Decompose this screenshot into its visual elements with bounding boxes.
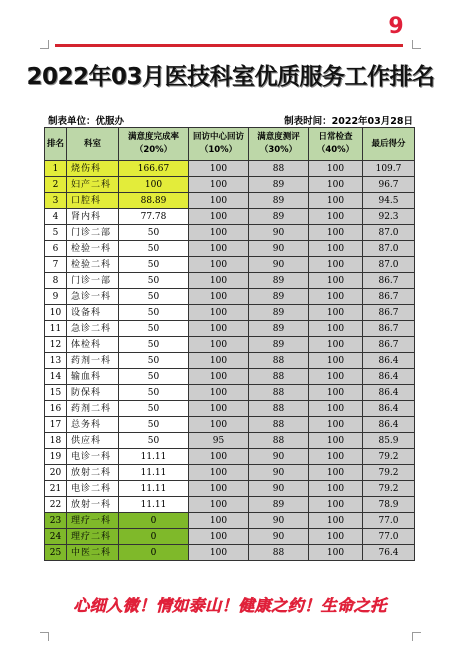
final-score-header: 最后得分	[363, 128, 415, 161]
callback-cell: 100	[189, 529, 249, 545]
dept-cell: 设备科	[67, 305, 119, 321]
final-score-cell: 86.4	[363, 353, 415, 369]
callback-cell: 100	[189, 545, 249, 561]
rank-header: 排名	[45, 128, 67, 161]
survey-cell: 90	[249, 257, 309, 273]
rank-cell: 4	[45, 209, 67, 225]
dept-cell: 妇产二科	[67, 177, 119, 193]
rank-cell: 24	[45, 529, 67, 545]
survey-cell: 88	[249, 369, 309, 385]
rank-cell: 7	[45, 257, 67, 273]
satisfaction-rate-cell: 50	[119, 417, 189, 433]
dept-cell: 急诊一科	[67, 289, 119, 305]
table-row	[45, 385, 415, 401]
rank-cell: 18	[45, 433, 67, 449]
callback-cell: 100	[189, 481, 249, 497]
rank-cell: 11	[45, 321, 67, 337]
satisfaction-rate-cell: 50	[119, 225, 189, 241]
survey-cell: 89	[249, 193, 309, 209]
callback-cell: 100	[189, 193, 249, 209]
rank-cell: 8	[45, 273, 67, 289]
callback-cell: 100	[189, 177, 249, 193]
dept-cell: 口腔科	[67, 193, 119, 209]
table-row	[45, 337, 415, 353]
rank-cell: 2	[45, 177, 67, 193]
survey-cell: 89	[249, 305, 309, 321]
table-row	[45, 513, 415, 529]
table-header-row	[45, 128, 415, 161]
satisfaction-rate-cell: 77.78	[119, 209, 189, 225]
survey-cell: 89	[249, 289, 309, 305]
callback-cell: 100	[189, 161, 249, 177]
survey-cell: 88	[249, 353, 309, 369]
rank-cell: 23	[45, 513, 67, 529]
table-date: 制表时间：2022年03月28日	[284, 116, 413, 127]
callback-cell: 100	[189, 465, 249, 481]
rank-cell: 16	[45, 401, 67, 417]
satisfaction-rate-cell: 50	[119, 241, 189, 257]
survey-cell: 88	[249, 401, 309, 417]
survey-cell: 90	[249, 465, 309, 481]
rank-cell: 19	[45, 449, 67, 465]
callback-cell: 100	[189, 225, 249, 241]
final-score-cell: 86.7	[363, 337, 415, 353]
rank-cell: 13	[45, 353, 67, 369]
survey-cell: 89	[249, 497, 309, 513]
callback-cell: 100	[189, 257, 249, 273]
satisfaction-rate-cell: 0	[119, 513, 189, 529]
satisfaction-rate-cell: 50	[119, 369, 189, 385]
callback-cell: 100	[189, 353, 249, 369]
header-rule	[55, 44, 403, 47]
table-row	[45, 289, 415, 305]
satisfaction-rate-cell: 50	[119, 257, 189, 273]
final-score-cell: 96.7	[363, 177, 415, 193]
survey-cell: 88	[249, 433, 309, 449]
final-score-cell: 87.0	[363, 225, 415, 241]
daily-check-cell: 100	[309, 337, 363, 353]
final-score-cell: 79.2	[363, 449, 415, 465]
daily-check-cell: 100	[309, 449, 363, 465]
dept-cell: 门诊二部	[67, 225, 119, 241]
daily-check-cell: 100	[309, 161, 363, 177]
callback-cell: 95	[189, 433, 249, 449]
callback-cell: 100	[189, 401, 249, 417]
daily-check-cell: 100	[309, 385, 363, 401]
rank-cell: 12	[45, 337, 67, 353]
rank-cell: 17	[45, 417, 67, 433]
table-row	[45, 177, 415, 193]
table-row	[45, 417, 415, 433]
final-score-cell: 77.0	[363, 529, 415, 545]
table-row	[45, 465, 415, 481]
callback-cell: 100	[189, 289, 249, 305]
survey-cell: 89	[249, 321, 309, 337]
final-score-cell: 86.7	[363, 273, 415, 289]
survey-cell: 90	[249, 449, 309, 465]
callback-cell: 100	[189, 369, 249, 385]
table-row	[45, 209, 415, 225]
daily-check-cell: 100	[309, 177, 363, 193]
callback-cell: 100	[189, 449, 249, 465]
final-score-cell: 109.7	[363, 161, 415, 177]
satisfaction-rate-cell: 50	[119, 337, 189, 353]
table-row	[45, 161, 415, 177]
satisfaction-rate-cell: 50	[119, 385, 189, 401]
dept-cell: 急诊二科	[67, 321, 119, 337]
final-score-cell: 77.0	[363, 513, 415, 529]
daily-check-cell: 100	[309, 273, 363, 289]
daily-check-cell: 100	[309, 305, 363, 321]
rank-cell: 6	[45, 241, 67, 257]
satisfaction-rate-cell: 50	[119, 401, 189, 417]
satisfaction-rate-cell: 50	[119, 353, 189, 369]
rank-cell: 10	[45, 305, 67, 321]
callback-cell: 100	[189, 497, 249, 513]
callback-cell: 100	[189, 385, 249, 401]
daily-check-cell: 100	[309, 481, 363, 497]
table-row	[45, 241, 415, 257]
callback-cell: 100	[189, 305, 249, 321]
table-row	[45, 545, 415, 561]
callback-cell: 100	[189, 273, 249, 289]
satisfaction-rate-cell: 11.11	[119, 465, 189, 481]
daily-check-cell: 100	[309, 369, 363, 385]
final-score-cell: 87.0	[363, 241, 415, 257]
rank-cell: 21	[45, 481, 67, 497]
rank-cell: 25	[45, 545, 67, 561]
dept-cell: 输血科	[67, 369, 119, 385]
survey-cell: 89	[249, 273, 309, 289]
rank-cell: 22	[45, 497, 67, 513]
dept-cell: 电诊一科	[67, 449, 119, 465]
daily-check-cell: 100	[309, 209, 363, 225]
final-score-cell: 86.4	[363, 417, 415, 433]
survey-cell: 88	[249, 385, 309, 401]
survey-cell: 89	[249, 337, 309, 353]
final-score-cell: 92.3	[363, 209, 415, 225]
table-row	[45, 449, 415, 465]
dept-cell: 中医二科	[67, 545, 119, 561]
callback-cell: 100	[189, 337, 249, 353]
table-row	[45, 305, 415, 321]
daily-check-cell: 100	[309, 433, 363, 449]
satisfaction-rate-cell: 0	[119, 545, 189, 561]
final-score-cell: 86.4	[363, 369, 415, 385]
satisfaction-rate-cell: 11.11	[119, 449, 189, 465]
final-score-cell: 79.2	[363, 481, 415, 497]
final-score-cell: 78.9	[363, 497, 415, 513]
final-score-cell: 86.7	[363, 289, 415, 305]
final-score-cell: 86.4	[363, 401, 415, 417]
dept-cell: 电诊二科	[67, 481, 119, 497]
dept-cell: 检验一科	[67, 241, 119, 257]
daily-check-cell: 100	[309, 289, 363, 305]
table-row	[45, 353, 415, 369]
dept-cell: 总务科	[67, 417, 119, 433]
table-row	[45, 369, 415, 385]
dept-header: 科室	[67, 128, 119, 161]
daily-check-cell: 100	[309, 225, 363, 241]
survey-cell: 88	[249, 545, 309, 561]
survey-header: 满意度测评 （30%）	[249, 128, 309, 161]
table-row	[45, 401, 415, 417]
dept-cell: 体检科	[67, 337, 119, 353]
rank-cell: 14	[45, 369, 67, 385]
final-score-cell: 87.0	[363, 257, 415, 273]
satisfaction-rate-cell: 0	[119, 529, 189, 545]
dept-cell: 药剂二科	[67, 401, 119, 417]
dept-cell: 门诊一部	[67, 273, 119, 289]
document-title: 2022年03月医技科室优质服务工作排名	[26, 64, 435, 90]
survey-cell: 90	[249, 529, 309, 545]
dept-cell: 防保科	[67, 385, 119, 401]
daily-check-cell: 100	[309, 465, 363, 481]
rank-cell: 9	[45, 289, 67, 305]
dept-cell: 药剂一科	[67, 353, 119, 369]
final-score-cell: 85.9	[363, 433, 415, 449]
final-score-cell: 79.2	[363, 465, 415, 481]
callback-cell: 100	[189, 513, 249, 529]
final-score-cell: 94.5	[363, 193, 415, 209]
dept-cell: 供应科	[67, 433, 119, 449]
rank-cell: 20	[45, 465, 67, 481]
survey-cell: 90	[249, 241, 309, 257]
rank-cell: 1	[45, 161, 67, 177]
satisfaction-rate-cell: 50	[119, 273, 189, 289]
satisfaction-rate-cell: 50	[119, 305, 189, 321]
page-number: 9	[388, 14, 404, 39]
satisfaction-rate-cell: 166.67	[119, 161, 189, 177]
daily-check-cell: 100	[309, 497, 363, 513]
table-row	[45, 273, 415, 289]
table-row	[45, 529, 415, 545]
dept-cell: 检验二科	[67, 257, 119, 273]
table-unit: 制表单位：优服办	[48, 116, 125, 127]
table-row	[45, 497, 415, 513]
survey-cell: 90	[249, 225, 309, 241]
ranking-table	[44, 127, 415, 561]
final-score-cell: 76.4	[363, 545, 415, 561]
callback-cell: 100	[189, 209, 249, 225]
rank-cell: 3	[45, 193, 67, 209]
corner-mark	[40, 632, 49, 641]
daily-check-cell: 100	[309, 401, 363, 417]
corner-mark	[40, 40, 49, 49]
table-row	[45, 433, 415, 449]
slogan: 心细入微！情如泰山！健康之约！生命之托	[73, 596, 387, 615]
daily-check-cell: 100	[309, 321, 363, 337]
dept-cell: 放射二科	[67, 465, 119, 481]
table-row	[45, 321, 415, 337]
satisfaction-rate-cell: 50	[119, 289, 189, 305]
daily-check-cell: 100	[309, 241, 363, 257]
table-row	[45, 257, 415, 273]
satisfaction-rate-cell: 100	[119, 177, 189, 193]
dept-cell: 烧伤科	[67, 161, 119, 177]
callback-cell: 100	[189, 321, 249, 337]
survey-cell: 88	[249, 417, 309, 433]
table-row	[45, 193, 415, 209]
rank-cell: 15	[45, 385, 67, 401]
satisfaction-rate-cell: 50	[119, 321, 189, 337]
final-score-cell: 86.7	[363, 305, 415, 321]
dept-cell: 放射一科	[67, 497, 119, 513]
callback-cell: 100	[189, 417, 249, 433]
survey-cell: 90	[249, 481, 309, 497]
satisfaction-rate-cell: 11.11	[119, 481, 189, 497]
final-score-cell: 86.4	[363, 385, 415, 401]
survey-cell: 89	[249, 177, 309, 193]
satisfaction-rate-cell: 88.89	[119, 193, 189, 209]
table-row	[45, 225, 415, 241]
daily-check-header: 日常检查 （40%）	[309, 128, 363, 161]
daily-check-cell: 100	[309, 353, 363, 369]
table-row	[45, 481, 415, 497]
daily-check-cell: 100	[309, 545, 363, 561]
dept-cell: 理疗二科	[67, 529, 119, 545]
survey-cell: 88	[249, 161, 309, 177]
daily-check-cell: 100	[309, 193, 363, 209]
dept-cell: 理疗一科	[67, 513, 119, 529]
callback-cell: 100	[189, 241, 249, 257]
rank-cell: 5	[45, 225, 67, 241]
corner-mark	[412, 40, 421, 49]
final-score-cell: 86.7	[363, 321, 415, 337]
survey-cell: 90	[249, 513, 309, 529]
satisfaction-rate-cell: 50	[119, 433, 189, 449]
daily-check-cell: 100	[309, 529, 363, 545]
survey-cell: 89	[249, 209, 309, 225]
daily-check-cell: 100	[309, 257, 363, 273]
satisfaction-rate-cell: 11.11	[119, 497, 189, 513]
dept-cell: 肾内科	[67, 209, 119, 225]
daily-check-cell: 100	[309, 513, 363, 529]
callback-header: 回访中心回访 （10%）	[189, 128, 249, 161]
corner-mark	[412, 632, 421, 641]
daily-check-cell: 100	[309, 417, 363, 433]
satisfaction-rate-header: 满意度完成率 （20%）	[119, 128, 189, 161]
